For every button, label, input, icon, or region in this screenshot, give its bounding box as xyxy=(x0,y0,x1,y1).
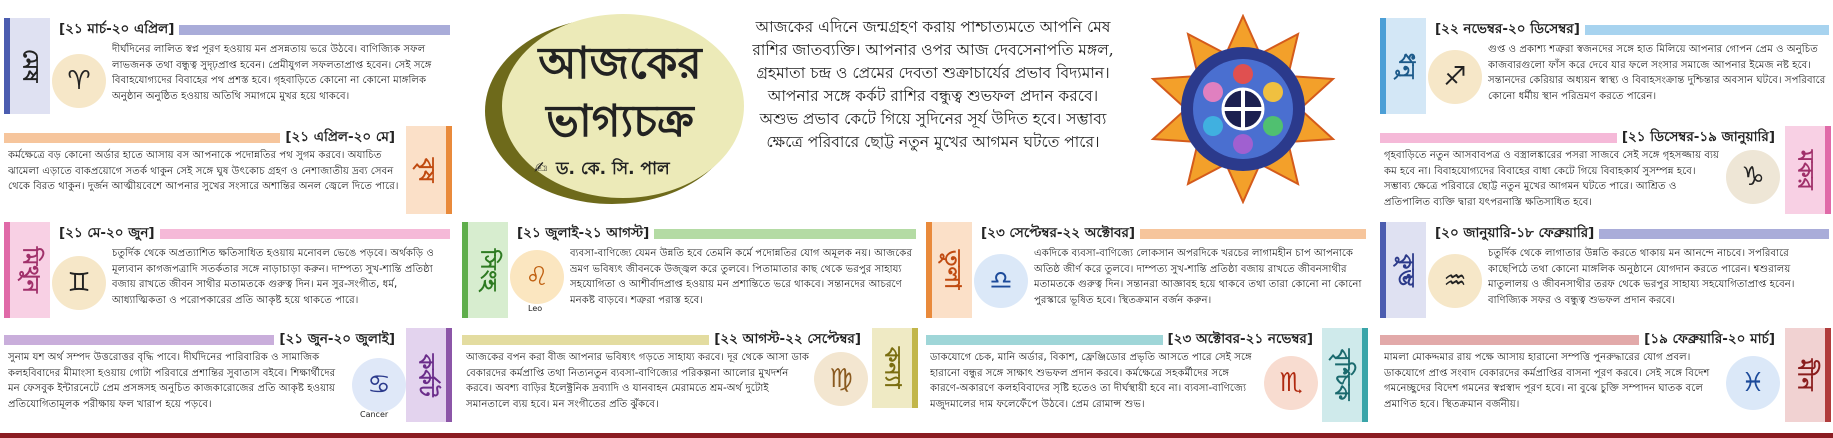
virgo-icon: ♍ xyxy=(814,352,868,406)
date-karkat: [২১ জুন-২০ জুলাই] xyxy=(274,328,400,351)
date-bar-karkat xyxy=(4,335,274,345)
sign-box-mesh xyxy=(4,18,450,118)
sign-label-brish: বৃষ xyxy=(406,126,452,214)
date-row-mithun xyxy=(54,222,450,245)
zodiac-wheel-icon xyxy=(1148,14,1338,204)
date-row-dhanu xyxy=(1430,18,1829,41)
text-brishchik: ডাকযোগে চেক, মানি অর্ডার, বিকাশ, ফ্রেঞ্জিডোর প্রভৃতি আসতে পারে সেই সঙ্গে হারানো বন্ধুর সঙ্গে সাক্ষাৎ শুভফল প্রদান করবে। কর্মক্ষেত্রে সহকর্মীদের সঙ্গে কারণে-অকারণে কলহবিবাদের সৃষ্টি হতেও তা দীর্ঘস্থায়ী হবে না। ব্যবসা-বাণিজ্যে মজুদমালের দাম ফলেফেঁপে উঠবে। প্রেম রোমান্স শুভ। xyxy=(930,352,1252,410)
text-singha: ব্যবসা-বাণিজ্যে যেমন উন্নতি হবে তেমনি কর্মে পদোন্নতির যোগ অমূলক নয়। আজকের ভ্রমণ ভবিষ্যৎ জীবনকে উজ্জ্বল করে তুলবে। পিতামাতার কাছ থেকে ভরপুর সাহায্য সহযোগিতা ও আশীর্বাদপ্রাপ্ত হওয়ায় মন প্রশান্তিতে ভরে থাকবে। সন্তানদের আচরণে মনকষ্ট বাড়বে। শত্রুরা পরাস্ত হবে। xyxy=(570,248,913,306)
date-brishchik: [২৩ অক্টোবর-২১ নভেম্বর] xyxy=(1163,328,1318,351)
sign-label-mithun: মিথুন xyxy=(4,222,50,318)
gemini-icon: ♊ xyxy=(52,256,106,310)
sagittarius-icon: ♐ xyxy=(1428,50,1482,104)
date-row-makar xyxy=(1380,126,1780,149)
page-title-line2: ভাগ্যচক্র xyxy=(546,96,694,147)
date-mithun: [২১ মে-২০ জুন] xyxy=(54,222,160,245)
date-meen: [১৯ ফেব্রুয়ারি-২০ মার্চ] xyxy=(1639,328,1780,351)
sign-label-kumbha: কুম্ভ xyxy=(1380,222,1426,318)
text-karkat: সুনাম যশ অর্থ সম্পদ উত্তরোত্তর বৃদ্ধি পাবে। দীর্ঘদিনের পারিবারিক ও সামাজিক কলহবিবাদের মীমাংসা হওয়ায় গোটা পরিবারে প্রশান্তির সুবাতাস বইবে। শিক্ষার্থীদের মন ফেসবুক ইন্টারনেটে প্রেম প্রসঙ্গসহ অনুচিত কাজকারোজের প্রতি আকৃষ্ট হওয়ায় প্রতিযোগিতামূলক পরীক্ষায় ফল খারাপ হয়ে পড়বে। xyxy=(8,352,336,410)
date-row-karkat xyxy=(4,328,400,351)
date-singha: [২১ জুলাই-২১ আগস্ট] xyxy=(512,222,654,245)
text-meen: মামলা মোকদ্দমার রায় পক্ষে আসায় হারানো সম্পত্তি পুনরুদ্ধারের যোগ প্রবল। ডাকযোগে প্রাপ্ত সংবাদ বেকারদের কর্মপ্রাপ্তির বাসনা পূরণ করবে। সেই সঙ্গে বিদেশ গমনেচ্ছুদের বিদেশ গমনের স্বপ্নস্বাদ পূরণ হবে। না বুঝে চুক্তি সম্পাদন ঘাতক বলে প্রমাণিত হবে। স্থিতক্রমান বর্জনীয়। xyxy=(1384,352,1710,410)
libra-icon: ♎ xyxy=(974,254,1028,308)
sign-label-dhanu: ধনু xyxy=(1380,18,1426,114)
date-row-kumbha xyxy=(1430,222,1829,245)
capricorn-icon: ♑ xyxy=(1726,150,1780,204)
sign-label-meen: মীন xyxy=(1785,328,1831,422)
date-row-meen xyxy=(1380,328,1780,351)
date-row-brishchik xyxy=(926,328,1318,351)
intro-paragraph-2: আপনার সঙ্গে কর্কট রাশির বন্ধুত্ব শুভফল প্রদান করবে। অশুভ প্রভাব কেটে গিয়ে সুদিনের সূর্য উদিত হবে। সম্ভাব্য ক্ষেত্রে পরিবারে ছোট্ট নতুন মুখের আগমন ঘটতে পারে। xyxy=(759,87,1107,151)
date-bar-mithun xyxy=(160,229,450,239)
date-bar-meen xyxy=(1380,335,1639,345)
sign-box-kumbha xyxy=(1380,222,1829,322)
date-bar-makar xyxy=(1380,133,1617,143)
sign-box-singha xyxy=(462,222,916,322)
text-mesh: দীর্ঘদিনের লালিত স্বপ্ন পূরণ হওয়ায় মন প্রসন্নতায় ভরে উঠবে। বাণিজ্যিক সফল লাভজনক তথা বন্ধুত্ব সুদৃঢ়প্রাপ্ত হবেন। প্রেমীযুগল সফলতাপ্রাপ্ত হবেন। সেই সঙ্গে বিবাহযোগ্যদের বিবাহের পথ প্রশস্ত হবে। গৃহবাড়িতে কোনো না কোনো মাঙ্গলিক অনুষ্ঠান অনুষ্ঠিত হওয়ায় অতিথি সমাগমে মুখর হয়ে থাকবে। xyxy=(112,44,432,102)
aquarius-icon: ♒ xyxy=(1428,254,1482,308)
text-kumbha: চতুর্দিক থেকে লাগাতার উন্নতি করতে থাকায় মন আনন্দে নাচবে। সপরিবারে কাছেপিঠে তথা কোনো মাঙ্গলিক অনুষ্ঠানে যোগদান করতে পারেন। শ্বশুরালয় মাতুলালয় ও জীবনসাথীর তরফ থেকে ভরপুর সাহায্য সহযোগিতাপ্রাপ্ত হবেন। বাণিজ্যিক সফর ও বন্ধুত্ব শুভফল প্রদান করবে। xyxy=(1488,248,1795,306)
sign-box-makar xyxy=(1380,126,1829,216)
text-makar: গৃহবাড়িতে নতুন আসবাবপত্র ও বস্ত্রালঙ্কারের পসরা সাজবে সেই সঙ্গে গৃহসজ্জায় ব্যয় কম হবে না। বিবাহযোগ্যদের বিবাহের বাধা কেটে গিয়ে বিবাহকার্য সুসম্পন্ন হবে। সম্ভাব্য ক্ষেত্রে পরিবারে ছোট্ট নতুন মুখের আগমন ঘটতে পারে। আশ্রিত ও প্রতিপালিত ব্যক্তি দ্বারা যৎপরনাস্তি ক্ষতিসাধিত হবে। xyxy=(1384,150,1719,208)
pen-icon: ✍ xyxy=(534,158,548,177)
sign-label-makar: মকর xyxy=(1785,126,1831,214)
pisces-icon: ♓ xyxy=(1726,356,1780,410)
sign-label-mesh: মেষ xyxy=(4,18,50,114)
date-bar-kumbha xyxy=(1599,229,1829,239)
date-brish: [২১ এপ্রিল-২০ মে] xyxy=(280,126,400,149)
sign-box-karkat xyxy=(4,328,450,424)
sign-box-kanya xyxy=(462,328,916,424)
date-kumbha: [২০ জানুয়ারি-১৮ ফেব্রুয়ারি] xyxy=(1430,222,1599,245)
sign-box-brishchik xyxy=(926,328,1366,424)
sign-label-singha: সিংহ xyxy=(462,222,508,318)
sign-box-tula xyxy=(926,222,1366,322)
date-mesh: [২১ মার্চ-২০ এপ্রিল] xyxy=(54,18,179,41)
sign-label-tula: তুলা xyxy=(926,222,972,318)
date-bar-tula xyxy=(1140,229,1366,239)
date-bar-mesh xyxy=(179,25,450,35)
date-row-brish xyxy=(4,126,400,149)
leo-icon: ♌ xyxy=(510,250,564,304)
date-dhanu: [২২ নভেম্বর-২০ ডিসেম্বর] xyxy=(1430,18,1585,41)
sign-label-kanya: কন্যা xyxy=(872,328,918,408)
date-tula: [২৩ সেপ্টেম্বর-২২ অক্টোবর] xyxy=(976,222,1140,245)
date-bar-brishchik xyxy=(926,335,1163,345)
date-row-mesh xyxy=(54,18,450,41)
sign-label-brishchik: বৃশ্চিক xyxy=(1322,328,1368,422)
sign-box-brish xyxy=(4,126,450,216)
date-makar: [২১ ডিসেম্বর-১৯ জানুয়ারি] xyxy=(1617,126,1780,149)
intro-text xyxy=(748,16,1118,154)
text-tula: একদিকে ব্যবসা-বাণিজ্যে লোকসান অপরদিকে খরচের লাগামহীন চাপ আপনাকে অতিষ্ঠ জীর্ণ করে তুলবে। দাম্পত্য সুখ-শান্তি প্রতিষ্ঠা বজায় রাখতে জীবনসাথীর মতামতকে গুরুত্ব দিন। সন্তানরা আজ্ঞাবহ হয়ে থাকবে তথা তারা কোনো না কোনো পুরস্কারে ভূষিত হবে। স্থিতক্রমান বর্জন করুন। xyxy=(1034,248,1362,306)
sign-box-meen xyxy=(1380,328,1829,424)
sign-label-karkat: কর্কট xyxy=(406,328,452,422)
date-bar-singha xyxy=(654,229,916,239)
date-bar-dhanu xyxy=(1585,25,1829,35)
date-bar-kanya xyxy=(462,335,709,345)
text-kanya: আজকের বপন করা বীজ আপনার ভবিষ্যৎ গড়তে সাহায্য করবে। দূর থেকে আসা ডাক বেকারদের কর্মপ্রাপ্তি তথা নিত্যনতুন ব্যবসা-বাণিজ্যের পরিকল্পনা আলোর মুখদর্শন করবে। অবশ্য বাড়ির ইলেক্ট্রনিক দ্রব্যাদি ও যানবাহন মেরামতে শ্রম-অর্থ দুটোই সমানতালে ব্যয় হবে। মন সংগীতের প্রতি ঝুঁকবে। xyxy=(466,352,810,410)
bottom-rule xyxy=(0,433,1833,438)
text-brish: কর্মক্ষেত্রে বড় কোনো অর্ডার হাতে আসায় বস আপনাকে পদোন্নতির পথ সুগম করবে। অযাচিত ঝামেলা এড়াতে বাকপ্রয়োগে সতর্ক থাকুন সেই সঙ্গে ঘুষ উৎকোচ গ্রহণ ও নেশাজাতীয় দ্রব্য সেবন থেকে বিরত থাকুন। দুর্জন আত্মীয়বেশে আপনার সুখের সংসারে অশান্তির অনল জ্বেলে দিতে পারে। xyxy=(8,150,399,192)
aries-icon: ♈ xyxy=(52,54,106,108)
text-dhanu: গুপ্ত ও প্রকাশ্য শত্রুরা স্বজনদের সঙ্গে হাত মিলিয়ে আপনার গোপন প্রেম ও অনুচিত কাজবারগুলো ফাঁস করে দেবে যার ফলে সংসার সমাজে আপনার ইমেজ নষ্ট হবে। সন্তানদের কেরিয়ার অধ্যয়ন স্বাস্থ্য ও বিবাহসংক্রান্ত দুশ্চিন্তার অবসান ঘটবে। সপরিবারে কোনো ধর্মীয় স্থান পরিভ্রমণ করতে পারেন। xyxy=(1488,44,1826,102)
date-row-tula xyxy=(976,222,1366,245)
intro-paragraph-1: আজকের এদিনে জন্মগ্রহণ করায় পাশ্চাত্যমতে আপনি মেষ রাশির জাতব্যক্তি। আপনার ওপর আজ দেবসেনাপতি মঙ্গল, গ্রহমাতা চন্দ্র ও প্রেমের দেবতা শুক্রাচার্যের প্রভাব বিদ্যমান। xyxy=(752,18,1114,82)
sign-box-mithun xyxy=(4,222,450,322)
cancer-icon: ♋ xyxy=(352,358,406,412)
scorpio-icon: ♏ xyxy=(1264,356,1318,410)
sign-box-dhanu xyxy=(1380,18,1829,118)
leo-caption: Leo xyxy=(528,304,543,313)
author-name: ড. কে. সি. পাল xyxy=(556,159,670,179)
date-row-kanya xyxy=(462,328,866,351)
date-row-singha xyxy=(512,222,916,245)
cancer-caption: Cancer xyxy=(360,410,389,419)
date-kanya: [২২ আগস্ট-২২ সেপ্টেম্বর] xyxy=(709,328,866,351)
page-title-line1: আজকের xyxy=(538,38,702,89)
date-bar-brish xyxy=(4,133,280,143)
text-mithun: চতুর্দিক থেকে অপ্রত্যাশিত ক্ষতিসাধিত হওয়ায় মনোবল ভেঙে পড়বে। অর্থকড়ি ও মূল্যবান কাগজপত্রাদি সতর্কতার সঙ্গে নাড়াচাড়া করুন। দাম্পত্য সুখ-শান্তি প্রতিষ্ঠা বজায় রাখতে জীবন সাথীর মতামতকে গুরুত্ব দিন। মন সুর-সংগীত, ধর্ম, আধ্যাত্মিকতা ও পরোপকারের প্রতি আকৃষ্ট হয়ে থাকতে পারে। xyxy=(112,248,434,306)
